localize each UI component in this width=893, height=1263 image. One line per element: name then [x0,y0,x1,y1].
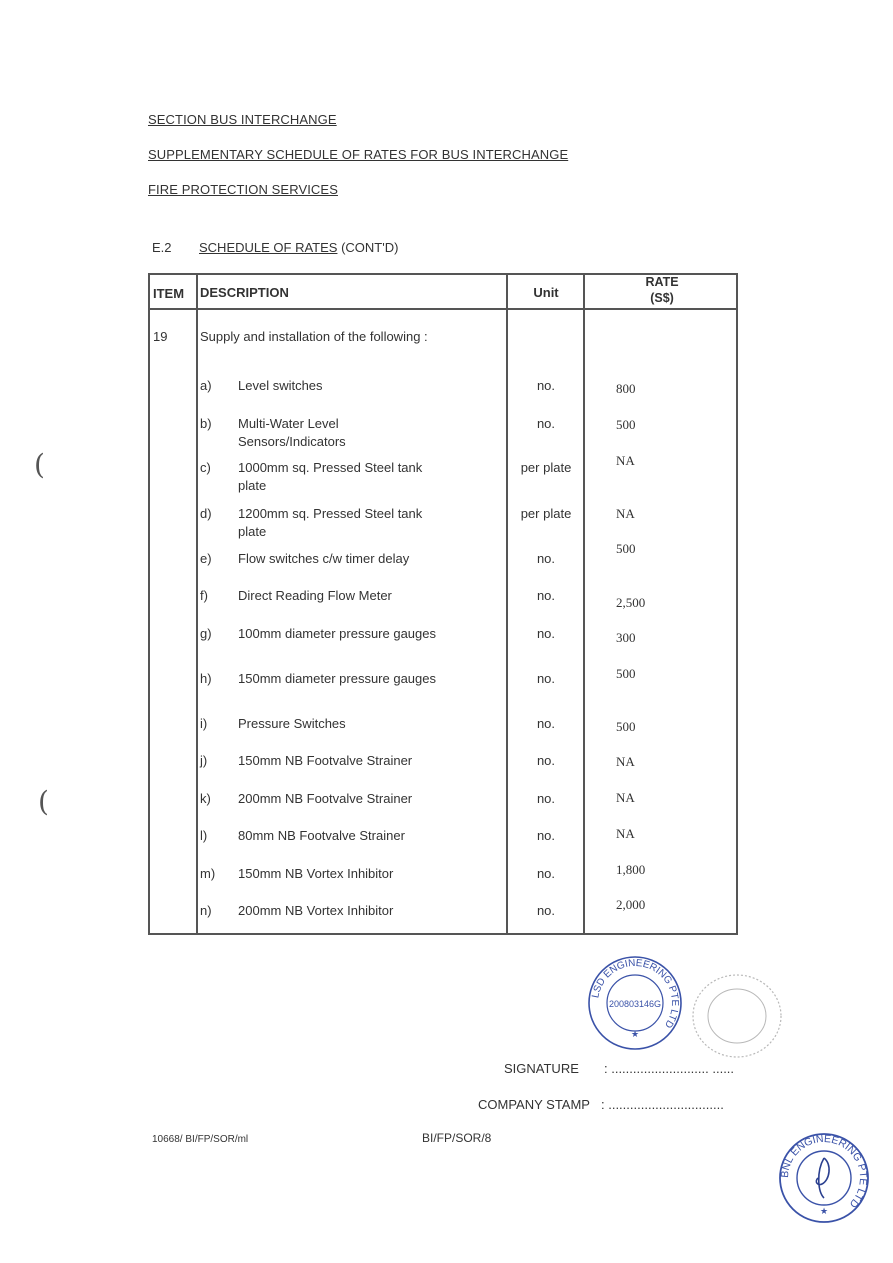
row-letter: h) [200,671,212,686]
row-unit: no. [536,588,556,603]
col-header-unit: Unit [533,285,559,300]
row-description: 80mm NB Footvalve Strainer [238,828,405,843]
row-rate: 500 [616,666,636,681]
row-rate: NA [616,453,635,468]
stamp-ring-text: LSD ENGINEERING PTE LTD [590,957,681,1030]
row-unit: no. [536,903,556,918]
row-description: 150mm NB Footvalve Strainer [238,753,413,768]
row-unit: no. [536,626,556,641]
row-description: 200mm NB Footvalve Strainer [238,791,413,806]
row-rate: 500 [616,541,636,556]
company-stamp-bnl [778,1132,870,1224]
row-rate: NA [616,790,635,805]
row-rate: NA [616,826,635,841]
footer-reference: 10668/ BI/FP/SOR/ml [152,1134,249,1145]
row-rate: NA [616,754,635,769]
schedule-section-title [152,240,399,255]
col-header-item: ITEM [153,286,185,301]
section-number: E.2 [152,240,172,255]
row-description: Direct Reading Flow Meter [238,588,392,603]
header-divider [150,308,736,310]
section-title-group [199,240,398,255]
row-letter: k) [200,791,211,806]
signature-dots: : ........................... ...... [604,1061,735,1076]
row-rate: 2,000 [616,897,646,912]
row-unit: no. [536,416,556,431]
row-rate: 500 [616,719,636,734]
company-stamp-lsd [587,955,683,1051]
svg-text:★: ★ [630,1030,640,1040]
row-rate: 2,500 [616,595,646,610]
company-stamp-line [478,1097,724,1112]
row-letter: c) [200,460,211,475]
stamp-ring-text: BNL ENGINEERING PTE LTD [778,1132,870,1210]
row-unit: per plate [520,460,572,475]
section-title: SCHEDULE OF RATES [199,240,338,255]
row-description: Flow switches c/w timer delay [238,551,410,566]
row-description: 100mm diameter pressure gauges [238,626,436,641]
row-unit: no. [536,378,556,393]
item-number: 19 [153,329,168,344]
page-number: BI/FP/SOR/8 [422,1131,492,1145]
col-header-description: DESCRIPTION [200,285,289,300]
company-stamp-label: COMPANY STAMP [478,1097,590,1112]
row-letter: n) [200,903,212,918]
row-unit: no. [536,753,556,768]
row-letter: l) [200,828,208,843]
row-unit: no. [536,716,556,731]
row-letter: i) [200,716,208,731]
row-rate: 500 [616,417,636,432]
row-rate: 1,800 [616,862,646,877]
col-header-rate: RATE [645,275,679,289]
stamp-registration: 200803146G [608,999,662,1009]
row-rate: NA [616,506,635,521]
row-description: Level switches [238,378,323,393]
row-unit: no. [536,866,556,881]
row-letter: a) [200,378,212,393]
item-intro: Supply and installation of the following : [200,329,428,344]
row-rate: 300 [616,630,636,645]
row-unit: no. [536,671,556,686]
row-unit: no. [536,551,556,566]
row-unit: no. [536,791,556,806]
row-description: 1000mm sq. Pressed Steel tank plate [238,460,423,493]
row-description: 150mm diameter pressure gauges [238,671,436,686]
row-description: Multi-Water Level Sensors/Indicators [238,416,346,449]
row-unit: no. [536,828,556,843]
row-description: Pressure Switches [238,716,346,731]
row-letter: g) [200,626,212,641]
row-description: 150mm NB Vortex Inhibitor [238,866,394,881]
company-stamp-dots: : ................................ [601,1097,724,1112]
col-header-rate-currency: (S$) [650,291,674,305]
section-heading: SECTION BUS INTERCHANGE [148,112,337,127]
table-divider [196,275,198,933]
signature-label: SIGNATURE [504,1061,579,1076]
services-heading: FIRE PROTECTION SERVICES [148,182,338,197]
row-letter: e) [200,551,212,566]
rates-table [148,273,738,935]
row-letter: b) [200,416,212,431]
svg-text:★: ★ [819,1207,829,1217]
row-letter: j) [200,753,208,768]
row-unit: per plate [520,506,572,521]
margin-mark: ( [34,448,45,481]
section-suffix: (CONT'D) [341,240,399,255]
row-letter: f) [200,588,208,603]
signature-line [504,1061,735,1076]
row-rate: 800 [616,381,636,396]
signature-scribble [816,1158,829,1198]
faded-stamp [690,972,784,1060]
margin-mark: ( [38,785,49,818]
row-description: 1200mm sq. Pressed Steel tank plate [238,506,423,539]
row-description: 200mm NB Vortex Inhibitor [238,903,394,918]
row-letter: d) [200,506,212,521]
schedule-heading: SUPPLEMENTARY SCHEDULE OF RATES FOR BUS INTERCHANGE [148,147,569,162]
row-letter: m) [200,866,216,881]
